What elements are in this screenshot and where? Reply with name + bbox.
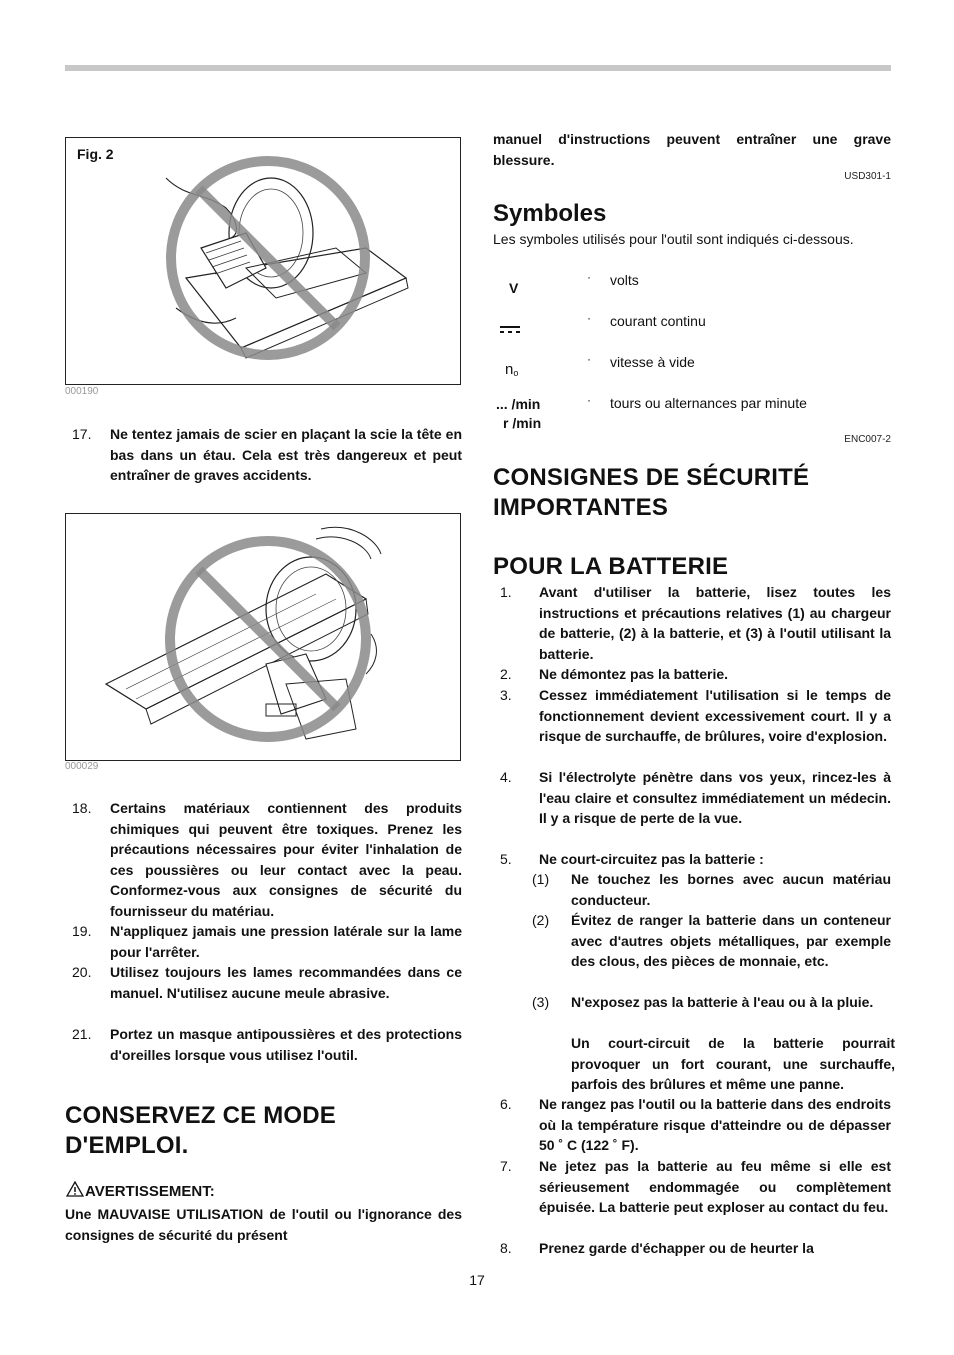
figure-label: Fig. 2 (77, 146, 114, 162)
item-text: Cessez immédiatement l'utilisation si le temps de fonctionnement devient excessivement court. Il y a risque de surchauffe, de brûlures, voire d'explosion. (539, 687, 891, 744)
item-text: Ne court-circuitez pas la batterie : (539, 851, 764, 867)
item-number: 17. (72, 426, 92, 442)
warning-title-row (65, 1181, 462, 1201)
symbol-subscript-o: o (513, 368, 519, 378)
sub-list-item (493, 869, 891, 911)
list-item (493, 1238, 891, 1260)
sub-list-item (493, 910, 891, 994)
document-code: ENC007-2 (844, 434, 891, 445)
item-text: Ne touchez les bornes avec aucun matériau conducteur. (571, 871, 891, 908)
item-number: 6. (500, 1096, 512, 1112)
list-item (493, 582, 891, 666)
item-number: 1. (500, 584, 512, 600)
saw-in-vise-illustration (66, 138, 460, 384)
list-item (493, 767, 891, 851)
item-text: Si l'électrolyte pénètre dans vos yeux, rincez-les à l'eau claire et consultez immédiatement un médecin. Il y a risque de perte de la vue. (539, 769, 891, 826)
item-number: 5. (500, 851, 512, 867)
document-code: USD301-1 (844, 171, 891, 182)
saw-cutting-illustration (66, 514, 460, 760)
item-text: Utilisez toujours les lames recommandées dans ce manuel. N'utilisez aucune meule abrasive. (110, 964, 462, 1001)
list-item (65, 1024, 462, 1086)
list-item (493, 1156, 891, 1240)
heading-symboles: Symboles (493, 200, 607, 227)
list-item (65, 798, 462, 922)
heading-conservez: CONSERVEZ CE MODE D'EMPLOI. (65, 1102, 336, 1159)
symbol-r-per-min: r /min (503, 415, 542, 431)
list-item (493, 685, 891, 769)
warning-text: Une MAUVAISE UTILISATION de l'outil ou l'ignorance des consignes de sécurité du présent (65, 1206, 462, 1243)
item-text: Évitez de ranger la batterie dans un conteneur avec d'autres objets métalliques, par exemple des clous, des pièces de monnaie, etc. (571, 912, 891, 969)
list-item (493, 1094, 891, 1156)
symbol-dot: · (587, 352, 591, 366)
warning-text-cont: manuel d'instructions peuvent entraîner une grave blessure. (493, 131, 891, 168)
warning-title: AVERTISSEMENT: (85, 1183, 215, 1200)
symbol-row (493, 313, 891, 343)
header-rule (65, 65, 891, 71)
item-number: (2) (532, 912, 550, 928)
item-text: Ne tentez jamais de scier en plaçant la scie la tête en bas dans un étau. Cela est très dangereux et peut entraîner de graves accidents. (110, 426, 462, 483)
symbol-row (493, 395, 891, 435)
item-number: 18. (72, 800, 92, 816)
symboles-intro: Les symboles utilisés pour l'outil sont indiqués ci-dessous. (493, 231, 854, 247)
symbol-no-load-speed (505, 361, 518, 378)
item-text: Ne démontez pas la batterie. (539, 666, 729, 682)
sub-list-note (493, 1033, 895, 1095)
item-text: N'exposez pas la batterie à l'eau ou à la pluie. (571, 994, 874, 1010)
item-number: 21. (72, 1026, 92, 1042)
figure-box (65, 513, 461, 761)
symbol-desc: volts (610, 272, 639, 288)
item-number: 7. (500, 1158, 512, 1174)
figure-code: 000029 (65, 761, 99, 772)
list-item (65, 424, 462, 506)
item-text: Prenez garde d'échapper ou de heurter la (539, 1240, 814, 1256)
item-text: N'appliquez jamais une pression latérale sur la lame pour l'arrêter. (110, 923, 462, 960)
symbol-dot: · (587, 393, 591, 407)
item-number: 2. (500, 666, 512, 682)
figure-2-box (65, 137, 461, 385)
direct-current-icon (499, 325, 521, 335)
symbol-per-min: ... /min (496, 396, 541, 412)
figure-code: 000190 (65, 386, 99, 397)
symbol-volts: V (509, 280, 519, 296)
list-item (493, 849, 891, 871)
warning-triangle-icon (66, 1181, 84, 1197)
item-text: Ne rangez pas l'outil ou la batterie dans des endroits où la température risque d'atteindre ou de dépasser 50 ˚ C (122 ˚ F). (539, 1096, 891, 1153)
item-number: 3. (500, 687, 512, 703)
item-text: Certains matériaux contiennent des produits chimiques qui peuvent être toxiques. Prenez les précautions nécessaires pour éviter l'inhalation de ces poussières ou leur contact avec la peau. Conformez-vous aux consignes de sécurité du fournisseur du matériau. (110, 800, 462, 919)
item-text: Un court-circuit de la batterie pourrait provoquer un fort courant, une surchauffe, parfois des brûlures et même une panne. (571, 1035, 895, 1092)
symbol-desc: vitesse à vide (610, 354, 695, 370)
symbol-desc: tours ou alternances par minute (610, 395, 807, 411)
list-item (493, 664, 891, 686)
list-item (65, 921, 462, 963)
symbol-row (493, 272, 891, 302)
item-number: 4. (500, 769, 512, 785)
item-text: Portez un masque antipoussières et des protections d'oreilles lorsque vous utilisez l'outil. (110, 1026, 462, 1063)
item-number: 8. (500, 1240, 512, 1256)
item-number: 19. (72, 923, 92, 939)
sub-list-item (493, 992, 891, 1034)
list-item (65, 962, 462, 1024)
heading-consignes: CONSIGNES DE SÉCURITÉ IMPORTANTES (493, 464, 810, 521)
symbol-dot: · (587, 311, 591, 325)
symbol-row (493, 354, 891, 384)
symbol-desc: courant continu (610, 313, 706, 329)
item-number: 20. (72, 964, 92, 980)
heading-batterie: POUR LA BATTERIE (493, 553, 729, 580)
page-number: 17 (469, 1272, 485, 1288)
symbol-dot: · (587, 270, 591, 284)
symbol-n: n (505, 361, 514, 378)
item-number: (3) (532, 994, 550, 1010)
item-text: Ne jetez pas la batterie au feu même si elle est sérieusement endommagée ou complètement épuisée. La batterie peut exploser au contact du feu. (539, 1158, 891, 1215)
item-number: (1) (532, 871, 550, 887)
item-text: Avant d'utiliser la batterie, lisez toutes les instructions et précautions relatives (1) au chargeur de batterie, (2) à la batterie, et (3) à l'outil utilisant la batterie. (539, 584, 891, 662)
